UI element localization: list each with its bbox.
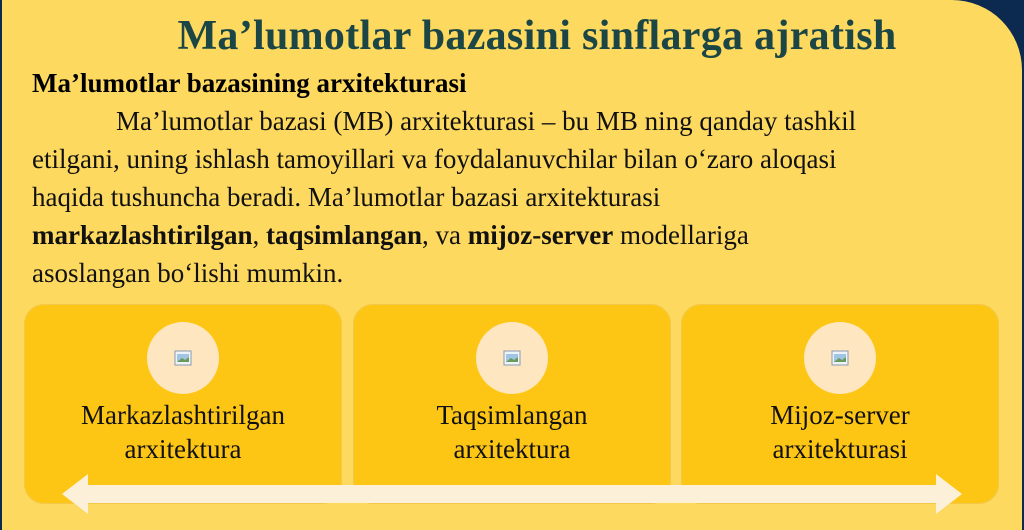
image-placeholder-icon [831, 350, 849, 366]
term-client-server: mijoz-server [467, 220, 614, 250]
icon-circle [804, 322, 876, 394]
term-distributed: taqsimlangan [266, 220, 423, 250]
separator: , va [422, 220, 468, 250]
box-label: Markazlashtirilgan arxitektura [81, 400, 285, 464]
slide-title: Ma’lumotlar bazasini sinflarga ajratish [177, 13, 897, 59]
icon-circle [476, 322, 548, 394]
image-placeholder-icon [503, 350, 521, 366]
icon-circle [147, 322, 219, 394]
term-centralized: markazlashtirilgan [32, 220, 253, 250]
paragraph-line: Ma’lumotlar bazasi (MB) arxitekturasi – bu MB ning qanday tashkil [116, 106, 857, 136]
section-heading: Ma’lumotlar bazasining arxitekturasi [32, 68, 467, 98]
body-paragraph [32, 102, 1002, 292]
paragraph-line: haqida tushuncha beradi. Ma’lumotlar bazasi arxitekturasi [32, 182, 661, 212]
double-arrow-icon [62, 472, 962, 516]
paragraph-line [32, 216, 1002, 254]
separator: , [252, 220, 266, 250]
paragraph-text: modellariga [613, 220, 749, 250]
box-label: Taqsimlangan arxitektura [436, 400, 588, 464]
box-label: Mijoz-server arxitekturasi [770, 400, 910, 464]
image-placeholder-icon [174, 350, 192, 366]
paragraph-line: asoslangan bo‘lishi mumkin. [32, 258, 344, 288]
paragraph-line: etilgani, uning ishlash tamoyillari va foydalanuvchilar bilan o‘zaro aloqasi [32, 144, 837, 174]
content-panel [2, 0, 1022, 530]
